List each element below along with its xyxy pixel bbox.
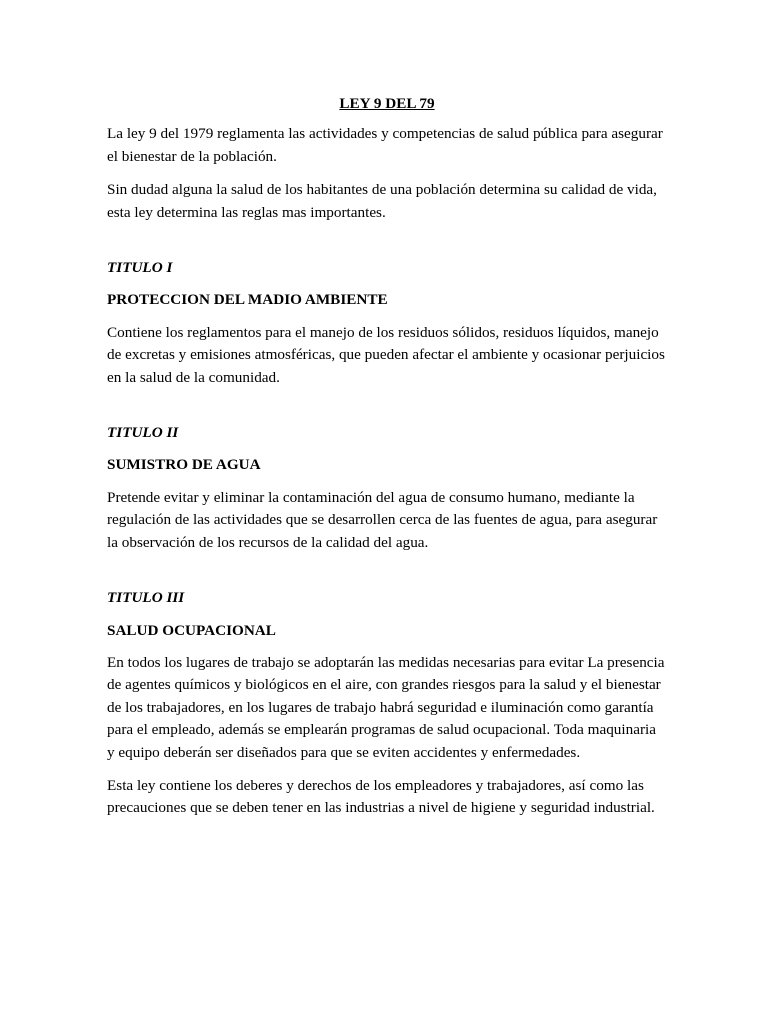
- section-label: TITULO I: [107, 259, 173, 277]
- section-paragraph: Esta ley contiene los deberes y derechos de los empleadores y trabajadores, así como las precauciones que se deben tener en las industrias a nivel de higiene y seguridad industrial.: [107, 776, 655, 817]
- section-paragraph: En todos los lugares de trabajo se adoptarán las medidas necesarias para evitar La presencia de agentes químicos y biológicos en el aire, con grandes riesgos para la salud y el bienestar de los trabajadores, en los lugares de trabajo habrá seguridad e iluminación como garantía para el empleado, además se emplearán programas de salud ocupacional. Toda maquinaria y equipo deberán ser diseñados para que se eviten accidentes y enfermedades.: [107, 653, 665, 761]
- section-label: TITULO III: [107, 589, 185, 607]
- section-heading: SUMISTRO DE AGUA: [107, 456, 261, 474]
- section-paragraph: Pretende evitar y eliminar la contaminación del agua de consumo humano, mediante la regulación de las actividades que se desarrollen cerca de las fuentes de agua, para asegurar la observación de los recursos de la calidad del agua.: [107, 488, 658, 551]
- section-heading: PROTECCION DEL MADIO AMBIENTE: [107, 291, 388, 309]
- section-titulo-ii: [107, 422, 667, 554]
- section-titulo-i: [107, 257, 667, 389]
- document-title: LEY 9 DEL 79: [339, 95, 435, 112]
- section-label: TITULO II: [107, 424, 179, 442]
- section-paragraph: Contiene los reglamentos para el manejo de los residuos sólidos, residuos líquidos, manejo de excretas y emisiones atmosféricas, que pueden afectar el ambiente y ocasionar perjuicios en la salud de la comunidad.: [107, 323, 665, 386]
- intro-paragraph: La ley 9 del 1979 reglamenta las actividades y competencias de salud pública para asegurar el bienestar de la población.: [107, 125, 663, 165]
- section-titulo-iii: [107, 587, 667, 820]
- section-heading: SALUD OCUPACIONAL: [107, 621, 276, 639]
- document-page: [107, 93, 667, 831]
- intro-paragraph: Sin dudad alguna la salud de los habitantes de una población determina su calidad de vida, esta ley determina las reglas mas importantes.: [107, 181, 657, 221]
